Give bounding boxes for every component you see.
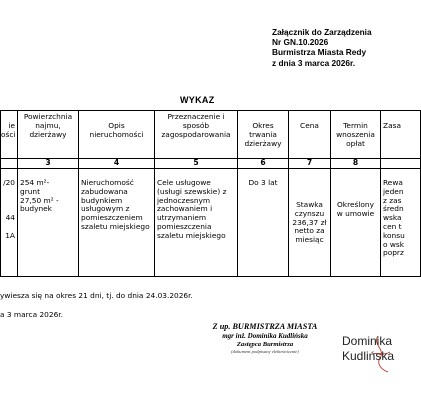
- signature-line-4: (dokument podpisany elektronicznie): [231, 349, 299, 354]
- cell-price-text: Stawka czynszu 236,37 zł netto za miesiąc: [292, 200, 327, 245]
- cell-update-rules-line-8: o wsk: [383, 239, 405, 249]
- cell-price: [289, 169, 331, 277]
- cell-update-rules-line-1: Rewa: [383, 178, 403, 187]
- cell-update-rules-line-3: z zas: [383, 195, 402, 205]
- cell-description: [79, 169, 155, 277]
- header-price: [289, 111, 331, 159]
- table-row: [1, 169, 421, 277]
- header-price-text: Cena: [300, 121, 319, 130]
- cell-update-rules-line-7: konsu: [383, 230, 405, 240]
- column-number-4: 4: [79, 159, 155, 169]
- cell-update-rules-line-4: średn: [383, 204, 404, 214]
- cell-update-rules-line-5: wska: [383, 213, 402, 223]
- column-number-5: 5: [155, 159, 238, 169]
- header-row: [1, 111, 421, 159]
- cell-update-rules: [381, 169, 421, 277]
- header-lease-period: [238, 111, 289, 159]
- header-property-id: [1, 111, 18, 159]
- column-number-9: [381, 159, 421, 169]
- column-number-1: [1, 159, 18, 169]
- cell-area-line-1: 254 m²-: [20, 178, 50, 187]
- cell-update-rules-line-2: jeden: [383, 186, 404, 196]
- header-purpose: Przeznaczenie i sposób zagospodarowania: [155, 111, 238, 159]
- cell-purpose-text: Cele usługowe (usługi szewskie) z jednoczesnym zachowaniem i utrzymaniem pomieszczenia szaletu miejskiego: [157, 178, 227, 240]
- annex-line-2: Nr GN.10.2026: [272, 37, 329, 48]
- document-heading: WYKAZ: [180, 95, 215, 105]
- header-payment-due: [331, 111, 381, 159]
- cell-area-line-4: budynek: [20, 204, 52, 214]
- cell-lease-period: [238, 169, 289, 277]
- header-c1-line-1: ie: [8, 121, 15, 130]
- cell-lease-period-text: Do 3 lat: [248, 178, 278, 187]
- cell-property-id-line-2: 44: [5, 212, 15, 222]
- header-description-text: Opis nieruchomości: [89, 121, 144, 139]
- cell-area-line-3: 27,50 m² -: [20, 195, 59, 205]
- cell-payment-due: [331, 169, 381, 277]
- header-update-rules-text: Zasa: [383, 121, 401, 130]
- column-number-8: 8: [331, 159, 381, 169]
- cell-area: [18, 169, 79, 277]
- electronic-signature-stamp: [342, 334, 412, 368]
- cell-update-rules-line-9: poprz: [383, 248, 404, 258]
- column-number-7: 7: [289, 159, 331, 169]
- cell-area-line-2: grunt: [20, 186, 40, 196]
- cell-property-id-line-3: 1A: [5, 230, 15, 240]
- header-description: [79, 111, 155, 159]
- annex-line-3: Burmistrza Miasta Redy: [272, 47, 367, 58]
- signature-block: [198, 322, 332, 355]
- header-payment-due-text: Termin wnoszenia opłat: [336, 121, 375, 148]
- signature-line-2: mgr inż. Dominika Kudlińska: [222, 332, 308, 340]
- header-area: Powierzchnia najmu, dzierżawy: [18, 111, 79, 159]
- annex-reference: [272, 27, 372, 68]
- column-number-row: [1, 159, 421, 169]
- header-c1-line-2: ości: [1, 129, 16, 139]
- cell-description-text: Nieruchomość zabudowana budynkiem usługowym z pomieszczeniem szaletu miejskiego: [81, 178, 150, 231]
- signature-line-1: Z up. BURMISTRZA MIASTA: [212, 322, 318, 331]
- header-update-rules: [381, 111, 421, 159]
- annex-line-4: z dnia 3 marca 2026r.: [272, 57, 356, 68]
- cell-property-id-line-1: /20: [3, 178, 15, 187]
- column-number-3: 3: [18, 159, 79, 169]
- cell-purpose: [155, 169, 238, 277]
- column-number-6: 6: [238, 159, 289, 169]
- annex-line-1: Załącznik do Zarządzenia: [272, 27, 372, 37]
- header-lease-period-text: Okres trwania dzierżawy: [244, 121, 282, 148]
- signature-line-3: Zastępca Burmistrza: [236, 341, 294, 348]
- cell-payment-due-text: Określony w umowie: [336, 200, 375, 218]
- esignature-line-2: Kudlińska: [342, 349, 395, 363]
- issue-date-note: a 3 marca 2026r.: [0, 310, 63, 319]
- cell-update-rules-line-6: cen t: [383, 221, 402, 231]
- property-table: [0, 110, 421, 277]
- display-period-note: ywiesza się na okres 21 dni, tj. do dnia 24.03.2026r.: [0, 291, 193, 300]
- esignature-line-1: Dominika: [342, 334, 393, 348]
- cell-property-id: [1, 169, 18, 277]
